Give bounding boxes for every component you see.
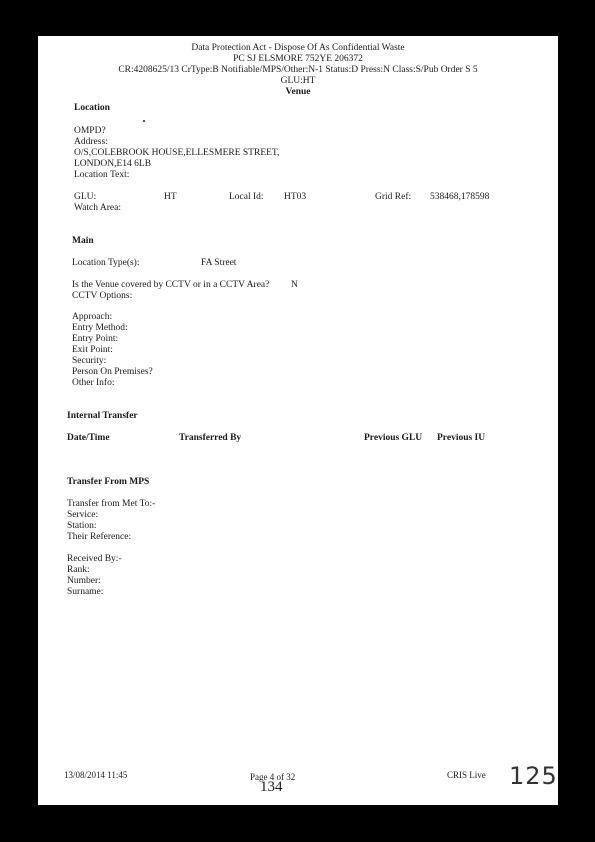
col-date-time: Date/Time — [67, 433, 110, 443]
grid-ref-label: Grid Ref: — [375, 192, 412, 202]
header-glu: GLU:HT — [280, 76, 316, 86]
field-exit-point: Exit Point: — [72, 345, 113, 355]
field-station: Station: — [67, 521, 97, 531]
document-page — [38, 36, 558, 805]
footer-date: 13/08/2014 11:45 — [64, 770, 128, 780]
field-security: Security: — [72, 356, 107, 366]
scan-speck — [143, 120, 145, 122]
stamp-number: 134 — [260, 779, 283, 795]
handwritten-number: 125 — [509, 762, 558, 790]
cctv-options-label: CCTV Options: — [72, 291, 133, 301]
field-person-on-premises: Person On Premises? — [72, 367, 153, 377]
field-service: Service: — [67, 510, 99, 520]
main-heading: Main — [72, 236, 94, 246]
field-entry-method: Entry Method: — [72, 323, 128, 333]
col-transferred-by: Transferred By — [179, 433, 242, 443]
field-approach: Approach: — [72, 312, 113, 322]
col-previous-glu: Previous GLU — [364, 433, 423, 443]
grid-ref-value: 538468,178598 — [430, 192, 490, 202]
field-number: Number: — [67, 576, 101, 586]
footer-system: CRIS Live — [447, 770, 486, 780]
header-section: Venue — [285, 87, 311, 97]
field-received-by: Received By:- — [67, 554, 122, 564]
glu-label: GLU: — [74, 192, 97, 202]
field-their-reference: Their Reference: — [67, 532, 132, 542]
location-types-label: Location Type(s): — [72, 258, 140, 268]
ompd-label: OMPD? — [74, 126, 106, 136]
field-rank: Rank: — [67, 565, 90, 575]
glu-value: HT — [164, 192, 177, 202]
location-heading: Location — [74, 103, 110, 113]
address-label: Address: — [74, 137, 108, 147]
local-id-value: HT03 — [284, 192, 307, 202]
address-line-2: LONDON,E14 6LB — [74, 159, 152, 169]
footer-page-number: Page 4 of 32 — [250, 772, 296, 782]
header-notice: Data Protection Act - Dispose Of As Confidential Waste — [191, 43, 405, 53]
header-crime-ref: CR:4208625/13 CrType:B Notifiable/MPS/Other:N-1 Status:D Press:N Class:S/Pub Order S 5 — [118, 65, 478, 75]
field-entry-point: Entry Point: — [72, 334, 119, 344]
field-surname: Surname: — [67, 587, 104, 597]
transfer-from-mps-heading: Transfer From MPS — [67, 477, 150, 487]
internal-transfer-heading: Internal Transfer — [67, 411, 138, 421]
field-other-info: Other Info: — [72, 378, 115, 388]
location-types-value: FA Street — [201, 258, 237, 268]
field-transfer-from-met: Transfer from Met To:- — [67, 499, 156, 509]
col-previous-iu: Previous IU — [437, 433, 486, 443]
location-text-label: Location Text: — [74, 170, 130, 180]
cctv-answer: N — [291, 280, 298, 290]
watch-area-label: Watch Area: — [74, 203, 121, 213]
address-line-1: O/S,COLEBROOK HOUSE,ELLESMERE STREET, — [74, 148, 280, 158]
cctv-question: Is the Venue covered by CCTV or in a CCTV Area? — [72, 280, 270, 290]
header-officer: PC SJ ELSMORE 752YE 206372 — [233, 54, 363, 64]
local-id-label: Local Id: — [229, 192, 264, 202]
